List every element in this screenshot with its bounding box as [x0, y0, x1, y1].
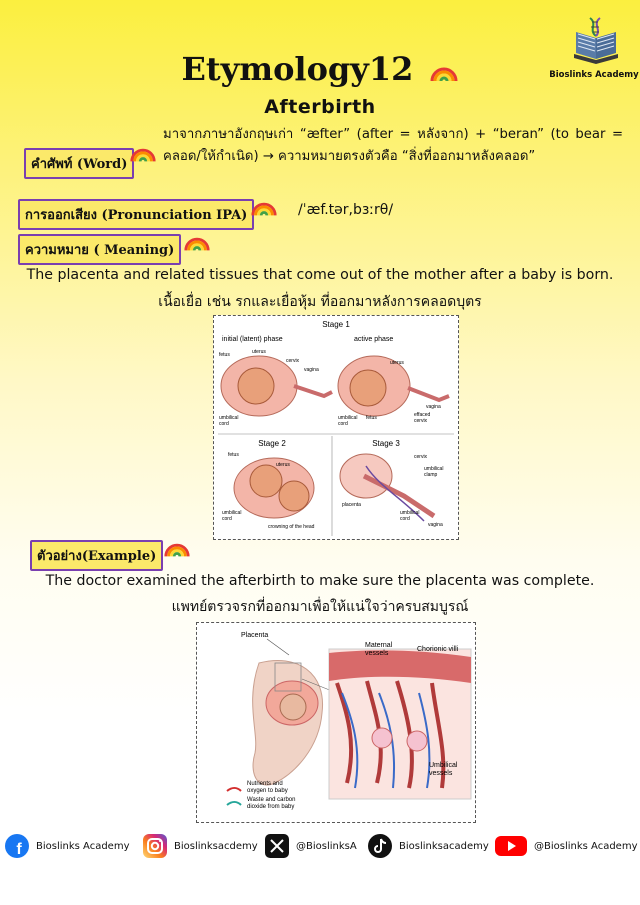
rainbow-icon [163, 535, 191, 563]
svg-text:cord: cord [219, 421, 229, 427]
tiktok-handle: Bioslinksacademy [399, 840, 489, 852]
rainbow-icon [429, 53, 459, 91]
footer-facebook[interactable] [4, 828, 130, 864]
svg-text:Nutrients and: Nutrients and [247, 781, 283, 787]
instagram-handle: Bioslinksacdemy [174, 840, 258, 852]
footer-x[interactable] [264, 828, 357, 864]
svg-text:placenta: placenta [342, 502, 361, 508]
rainbow-icon [250, 194, 278, 222]
svg-text:effaced: effaced [414, 412, 431, 418]
example-label-box [30, 540, 163, 571]
footer-youtube[interactable] [494, 828, 638, 864]
svg-text:cervix: cervix [286, 358, 300, 364]
facebook-handle: Bioslinks Academy [36, 840, 130, 852]
svg-text:crowning of the head: crowning of the head [268, 524, 315, 530]
youtube-handle: @Bioslinks Academy [534, 840, 638, 852]
svg-text:uterus: uterus [390, 360, 404, 366]
stage3-label: Stage 3 [372, 439, 400, 448]
pronunciation-ipa: /ˈæf.tər,bɜːrθ/ [298, 202, 394, 218]
placenta-illustration [197, 623, 475, 822]
svg-text:umbilical: umbilical [424, 466, 444, 472]
x-handle: @BioslinksA [296, 840, 357, 852]
labor-stages-illustration [214, 316, 458, 539]
svg-text:vessels: vessels [429, 770, 453, 777]
svg-text:fetus: fetus [228, 452, 239, 458]
title-text: Etymology12 [181, 50, 414, 88]
svg-text:umbilical: umbilical [338, 415, 358, 421]
svg-text:cervix: cervix [414, 418, 428, 424]
svg-text:fetus: fetus [366, 415, 377, 421]
svg-text:f: f [16, 841, 22, 858]
svg-text:clamp: clamp [424, 472, 438, 478]
tiktok-icon [367, 833, 393, 859]
stage1-label: Stage 1 [322, 320, 350, 329]
facebook-icon [4, 833, 30, 859]
svg-text:cord: cord [222, 516, 232, 522]
svg-text:vessels: vessels [365, 650, 389, 657]
page-subtitle: Afterbirth [264, 96, 376, 118]
youtube-icon [494, 833, 528, 859]
svg-text:vagina: vagina [428, 522, 443, 528]
svg-text:Chorionic villi: Chorionic villi [417, 646, 459, 653]
svg-text:vagina: vagina [426, 404, 441, 410]
svg-text:cord: cord [338, 421, 348, 427]
word-label: คำศัพท์ (Word) [24, 148, 134, 179]
footer-tiktok[interactable] [367, 828, 489, 864]
logo-name: Bioslinks Academy [549, 70, 639, 80]
rainbow-icon [129, 140, 157, 168]
svg-text:cervix: cervix [414, 454, 428, 460]
example-label: ตัวอย่าง(Example) [30, 540, 163, 571]
placenta-figure [196, 622, 476, 823]
svg-text:uterus: uterus [252, 349, 266, 355]
svg-text:Maternal: Maternal [365, 642, 393, 649]
active-phase-label: active phase [354, 336, 394, 343]
meaning-english: The placenta and related tissues that come out of the mother after a baby is born. [26, 267, 614, 283]
example-english: The doctor examined the afterbirth to make sure the placenta was complete. [45, 573, 595, 589]
page-title [0, 50, 640, 91]
svg-text:cord: cord [400, 516, 410, 522]
initial-phase-label: initial (latent) phase [222, 336, 283, 343]
svg-text:uterus: uterus [276, 462, 290, 468]
example-thai: แพทย์ตรวจรกที่ออกมาเพื่อให้แน่ใจว่าครบสมบูรณ์ [171, 599, 469, 615]
footer-social-bar [0, 828, 640, 864]
svg-text:umbilical: umbilical [400, 510, 420, 516]
stage2-label: Stage 2 [258, 439, 286, 448]
svg-text:vagina: vagina [304, 367, 319, 373]
x-icon [264, 833, 290, 859]
meaning-label: ความหมาย ( Meaning) [18, 234, 181, 265]
pronunciation-label-box [18, 199, 254, 230]
footer-instagram[interactable] [142, 828, 258, 864]
pronunciation-label: การออกเสียง (Pronunciation IPA) [18, 199, 254, 230]
svg-text:dioxide from baby: dioxide from baby [247, 804, 295, 810]
svg-text:oxygen to baby: oxygen to baby [247, 788, 288, 794]
svg-text:Umbilical: Umbilical [429, 762, 458, 769]
svg-text:umbilical: umbilical [219, 415, 239, 421]
svg-text:Placenta: Placenta [241, 632, 269, 639]
instagram-icon [142, 833, 168, 859]
word-etymology-text: มาจากภาษาอังกฤษเก่า “æfter” (after = หลังจาก) + “beran” (to bear = คลอด/ให้กำเนิด) → ความหมายตรงตัวคือ “สิ่งที่ออกมาหลังคลอด” [163, 127, 623, 164]
word-label-box [24, 148, 134, 179]
labor-stages-figure [213, 315, 459, 540]
meaning-thai: เนื้อเยื่อ เช่น รกและเยื่อหุ้ม ที่ออกมาหลังการคลอดบุตร [158, 294, 482, 310]
rainbow-icon [183, 229, 211, 257]
svg-text:fetus: fetus [219, 352, 230, 358]
svg-text:Waste and carbon: Waste and carbon [247, 797, 296, 803]
meaning-label-box [18, 234, 181, 265]
svg-text:umbilical: umbilical [222, 510, 242, 516]
